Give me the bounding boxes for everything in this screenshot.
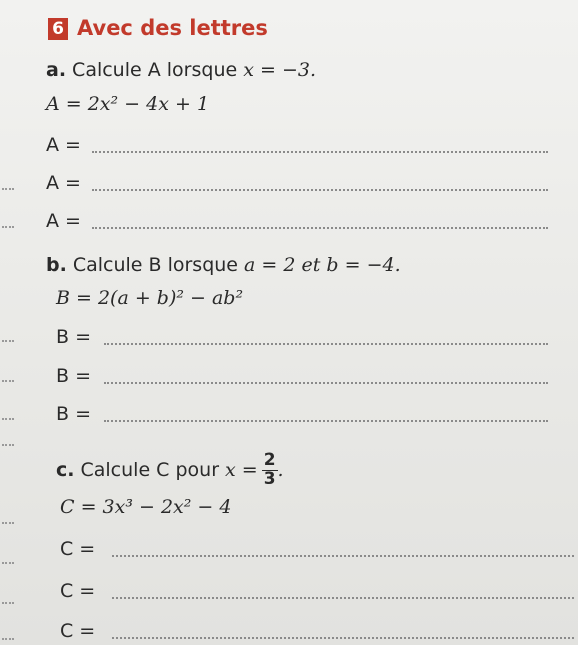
fraction-numerator: 2	[263, 450, 276, 470]
part-c-letter: c.	[56, 459, 75, 482]
part-c-condition-lhs: x =	[225, 459, 258, 482]
part-a-question	[46, 59, 316, 81]
part-a-answer-label-1: A =	[46, 134, 81, 156]
part-b-answer-line-1[interactable]	[104, 343, 548, 345]
margin-dots	[2, 602, 14, 604]
part-c-answer-line-2[interactable]	[112, 597, 574, 599]
margin-dots	[2, 226, 14, 228]
part-c-expression: C = 3x³ − 2x² − 4	[60, 496, 232, 518]
part-a-answer-line-1[interactable]	[92, 151, 548, 153]
part-b-answer-label-1: B =	[56, 326, 91, 348]
margin-dots	[2, 562, 14, 564]
part-a-condition: x = −3.	[243, 59, 316, 81]
exercise-number-badge: 6	[48, 18, 68, 40]
part-c-condition-end: .	[277, 459, 284, 482]
margin-dots	[2, 418, 14, 420]
part-c-answer-line-1[interactable]	[112, 555, 574, 557]
margin-dots	[2, 340, 14, 342]
part-b-question	[46, 254, 401, 276]
part-c-answer-label-1: C =	[60, 538, 96, 560]
margin-dots	[2, 188, 14, 190]
part-c-answer-label-2: C =	[60, 580, 96, 602]
margin-dots	[2, 444, 14, 446]
part-a-letter: a.	[46, 59, 67, 81]
fraction-denominator: 3	[263, 468, 276, 489]
margin-dots	[2, 638, 14, 640]
part-c-question	[56, 452, 284, 489]
part-a-answer-label-3: A =	[46, 210, 81, 232]
part-b-answer-line-3[interactable]	[104, 420, 548, 422]
part-b-answer-label-3: B =	[56, 403, 91, 425]
part-a-instruction: Calcule A lorsque	[72, 59, 238, 81]
part-a-answer-line-3[interactable]	[92, 227, 548, 229]
part-a-answer-line-2[interactable]	[92, 189, 548, 191]
part-c-instruction: Calcule C pour	[80, 459, 220, 482]
part-a-answer-label-2: A =	[46, 172, 81, 194]
part-b-condition: a = 2 et b = −4.	[244, 254, 401, 276]
part-b-expression: B = 2(a + b)² − ab²	[56, 287, 244, 309]
part-b-instruction: Calcule B lorsque	[72, 254, 238, 276]
part-a-expression: A = 2x² − 4x + 1	[46, 93, 210, 115]
part-c-answer-line-3[interactable]	[112, 637, 574, 639]
part-b-answer-line-2[interactable]	[104, 382, 548, 384]
margin-dots	[2, 522, 14, 524]
part-c-fraction	[262, 452, 278, 489]
part-b-answer-label-2: B =	[56, 365, 91, 387]
exercise-title: Avec des lettres	[77, 16, 268, 40]
margin-dots	[2, 380, 14, 382]
part-b-letter: b.	[46, 254, 67, 276]
part-c-answer-label-3: C =	[60, 620, 96, 642]
